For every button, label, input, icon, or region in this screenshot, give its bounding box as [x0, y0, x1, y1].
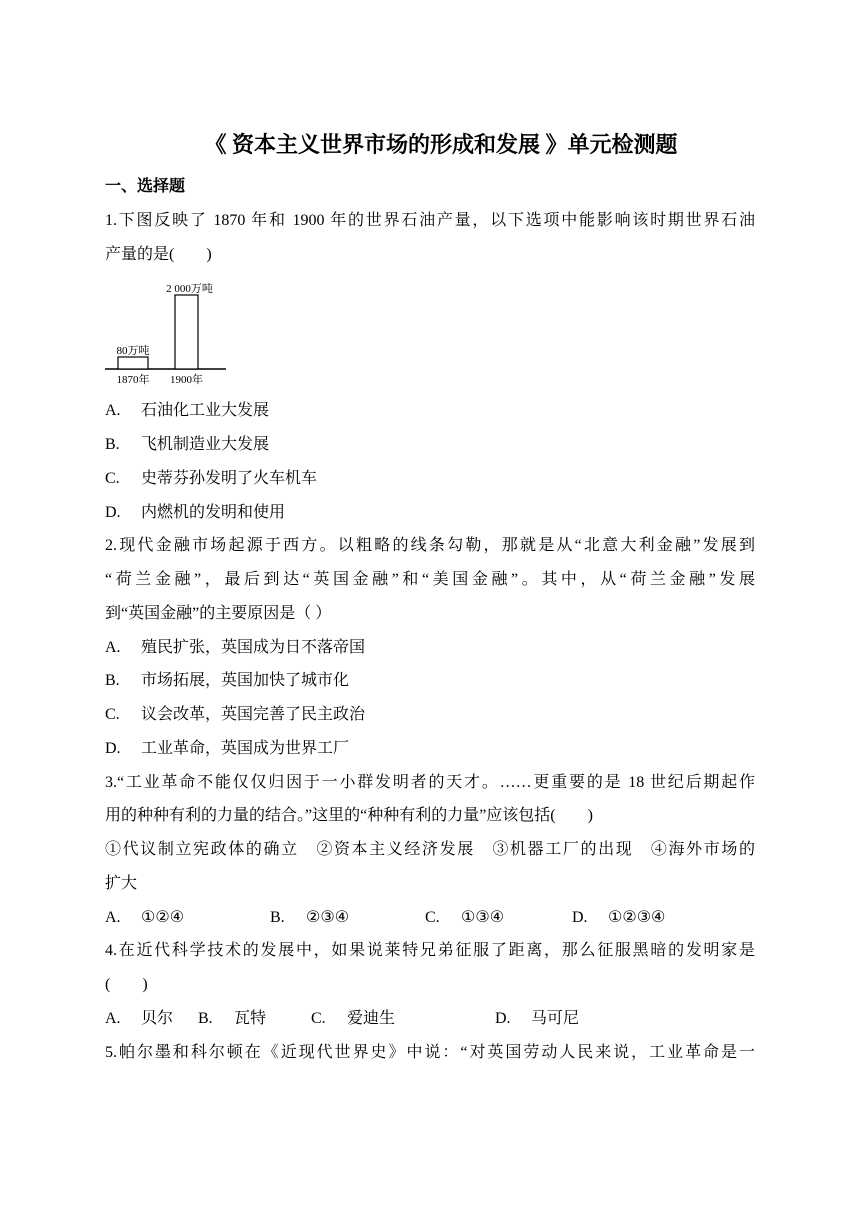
option-label: C.	[311, 1009, 326, 1027]
question-3-stem-line-1: 3.“工业革命不能仅仅归因于一小群发明者的天才。……更重要的是 18 世纪后期起作	[105, 773, 755, 791]
question-4-option-d	[495, 1002, 579, 1036]
question-3-options	[105, 901, 755, 935]
option-label: C.	[105, 706, 120, 723]
bar-chart-svg	[105, 278, 230, 390]
option-label: D.	[105, 739, 121, 757]
option-label: C.	[105, 469, 120, 487]
option-label: C.	[425, 908, 440, 926]
question-3-option-a	[105, 901, 184, 935]
question-2-option-d	[105, 732, 755, 766]
option-label: B.	[105, 436, 120, 453]
option-label: A.	[105, 908, 121, 926]
question-1-stem-line-1: 1.下图反映了 1870 年和 1900 年的世界石油产量，以下选项中能影响该时期世界石油	[105, 211, 755, 229]
option-text: 市场拓展，英国加快了城市化	[141, 672, 350, 690]
bar-1870	[118, 357, 148, 369]
option-text: ①②④	[141, 908, 185, 926]
question-3-stem-line-2: 用的种种有利的力量的结合。”这里的“种种有利的力量”应该包括( )	[105, 807, 593, 825]
page-title: 《 资本主义世界市场的形成和发展 》单元检测题	[204, 132, 678, 157]
question-1-option-b	[105, 428, 755, 462]
question-3-option-b	[270, 901, 349, 935]
option-text: ①③④	[461, 908, 505, 926]
section-heading: 一、选择题	[105, 178, 186, 195]
question-2-option-c	[105, 698, 755, 732]
option-label: B.	[105, 672, 120, 690]
bar-1900	[175, 295, 198, 369]
question-2-option-b	[105, 664, 755, 698]
question-3-option-c	[425, 901, 504, 935]
x-tick-label-1870: 1870年	[116, 374, 150, 387]
question-4-option-b	[198, 1002, 266, 1036]
option-label: A.	[105, 402, 121, 420]
option-label: D.	[495, 1009, 511, 1027]
exam-content	[105, 170, 755, 1069]
option-text: 史蒂芬孙发明了火车机车	[141, 469, 318, 487]
oil-production-chart	[105, 271, 755, 394]
option-label: B.	[270, 908, 285, 926]
question-4-stem-line-2: ( )	[105, 976, 148, 993]
option-text: 贝尔	[141, 1009, 174, 1027]
option-text: 工业革命，英国成为世界工厂	[141, 739, 350, 757]
question-4-options	[105, 1002, 755, 1036]
question-3-option-d	[572, 901, 665, 935]
option-label: A.	[105, 638, 121, 656]
question-1-option-d	[105, 496, 755, 530]
option-text: 飞机制造业大发展	[141, 436, 270, 453]
question-3-items-line-2: 扩大	[105, 874, 138, 892]
question-4-stem-line-1: 4.在近代科学技术的发展中，如果说莱特兄弟征服了距离，那么征服黑暗的发明家是	[105, 942, 755, 960]
question-1-option-c	[105, 462, 755, 496]
option-text: 殖民扩张，英国成为日不落帝国	[141, 638, 366, 656]
option-text: 议会改革，英国完善了民主政治	[141, 706, 366, 723]
question-4-option-c	[311, 1002, 395, 1036]
option-label: D.	[572, 908, 588, 926]
option-label: B.	[198, 1009, 213, 1027]
option-text: 瓦特	[234, 1009, 267, 1027]
option-label: A.	[105, 1009, 121, 1027]
question-2-stem-line-3: 到“英国金融”的主要原因是（ ）	[105, 604, 332, 622]
option-text: ②③④	[306, 908, 350, 926]
data-label-1870: 80万吨	[116, 345, 150, 358]
option-label: D.	[105, 503, 121, 521]
option-text: 石油化工业大发展	[141, 402, 270, 420]
question-2-option-a	[105, 631, 755, 665]
question-1-stem-line-2: 产量的是( )	[105, 245, 212, 263]
question-5-stem-line-1: 5.帕尔墨和科尔顿在《近现代世界史》中说：“对英国劳动人民来说，工业革命是一	[105, 1043, 755, 1061]
option-text: 内燃机的发明和使用	[141, 503, 286, 521]
option-text: ①②③④	[608, 908, 666, 926]
x-tick-label-1900: 1900年	[170, 374, 203, 387]
option-text: 马可尼	[531, 1009, 580, 1027]
question-2-stem-line-1: 2.现代金融市场起源于西方。以粗略的线条勾勒，那就是从“北意大利金融”发展到	[105, 537, 755, 555]
option-text: 爱迪生	[347, 1009, 396, 1027]
data-label-1900: 2 000万吨	[166, 283, 213, 296]
question-4-option-a	[105, 1002, 173, 1036]
question-3-items-line-1: ①代议制立宪政体的确立 ②资本主义经济发展 ③机器工厂的出现 ④海外市场的	[105, 841, 755, 858]
question-2-stem-line-2: “荷兰金融”，最后到达“英国金融”和“美国金融”。其中，从“荷兰金融”发展	[105, 571, 755, 588]
question-1-option-a	[105, 394, 755, 428]
